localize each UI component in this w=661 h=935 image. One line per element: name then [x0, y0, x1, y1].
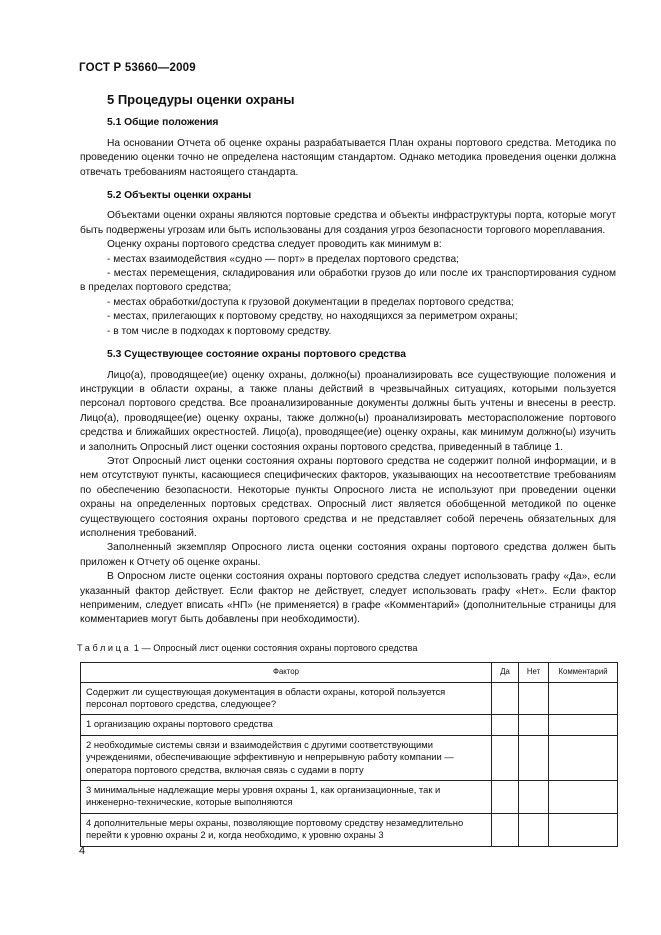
header-no: Нет [519, 663, 549, 682]
factor-cell: 1 организацию охраны портового средства [81, 715, 492, 735]
comment-cell[interactable] [549, 781, 618, 814]
questionnaire-table [80, 662, 618, 846]
table-row [81, 735, 618, 780]
list-item: - в том числе в подходах к портовому средству. [107, 325, 332, 337]
list-item: - местах перемещения, складирования или обработки грузов до или после их транспортирования судном в пределах портового средства; [80, 268, 616, 294]
paragraph: Объектами оценки охраны являются портовые средства и объекты инфраструктуры порта, которые могут быть подвержены угрозам или быть использованы для создания угроз безопасности торгового мореплавания. [80, 210, 616, 236]
header-yes: Да [492, 663, 519, 682]
standard-header: ГОСТ Р 53660—2009 [79, 62, 196, 74]
factor-cell: 2 необходимые системы связи и взаимодействия с другими соответствующими учреждениями, обеспечивающие эффективную и непрерывную работу компании — оператора портового средства, включая связь с судами в порту [81, 735, 492, 780]
comment-cell[interactable] [549, 715, 618, 735]
paragraph: Лицо(а), проводящее(ие) оценку охраны, должно(ы) проанализировать все существующие положения и инструкции в области охраны, а также планы действий в чрезвычайных ситуациях, которыми пользуется персонал портового средства. Все проанализированные документы должны быть учтены и внесены в реестр. Лицо(а), проводящее(ие) оценку охраны, также должно(ы) проанализировать месторасположение портового средства и ближайших окрестностей. Лицо(а), проводящее(ие) оценку охраны, как минимум должно(ы) изучить и заполнить Опросный лист оценки состояния охраны портового средства, приведенный в таблице 1. [80, 369, 616, 453]
no-cell[interactable] [519, 715, 549, 735]
yes-cell[interactable] [492, 715, 519, 735]
list-item: - местах взаимодействия «судно — порт» в пределах портового средства; [107, 253, 459, 265]
paragraph: Заполненный экземпляр Опросного листа оценки состояния охраны портового средства должен быть приложен к Отчету об оценке охраны. [80, 542, 616, 568]
yes-cell[interactable] [492, 682, 519, 715]
factor-cell: Содержит ли существующая документация в области охраны, которой пользуется персонал портового средства, следующее? [81, 682, 492, 715]
no-cell[interactable] [519, 813, 549, 846]
comment-cell[interactable] [549, 813, 618, 846]
section-5-title: 5 Процедуры оценки охраны [107, 92, 295, 107]
factor-cell: 3 минимальные надлежащие меры уровня охраны 1, как организационные, так и инженерно-технические, которые выполняются [81, 781, 492, 814]
comment-cell[interactable] [549, 682, 618, 715]
yes-cell[interactable] [492, 735, 519, 780]
paragraph: Этот Опросный лист оценки состояния охраны портового средства не содержит полной информации, и в нем отсутствуют пункты, касающиеся специфических факторов, указывающих на несоответствие требованиям по обеспечению безопасности. Некоторые пункты Опросного листа не используют при проведении оценки охраны на определенных портовых средствах. Опросный лист является обобщенной методикой по оценке существующего состояния охраны портового средства и не представляет собой перечень обязательных для исполнения требований. [80, 455, 616, 539]
table-row [81, 715, 618, 735]
page-number: 4 [79, 845, 86, 857]
paragraph: В Опросном листе оценки состояния охраны портового средства следует использовать графу «Да», если указанный фактор действует. Если фактор не действует, следует использовать графу «Нет». Если фактор неприменим, следует вписать «НП» (не применяется) в графе «Комментарий» (дополнительные страницы для комментариев могут быть добавлены при необходимости). [80, 571, 616, 626]
table-row [81, 682, 618, 715]
page-content [77, 90, 616, 847]
paragraph: На основании Отчета об оценке охраны разрабатывается План охраны портового средства. Методика по проведению оценки точно не определена настоящим стандартом. Однако методика проведения оценки должна отвечать требованиям настоящего стандарта. [80, 137, 616, 178]
no-cell[interactable] [519, 735, 549, 780]
table-header-row [81, 663, 618, 682]
no-cell[interactable] [519, 781, 549, 814]
factor-cell: 4 дополнительные меры охраны, позволяющие портовому средству незамедлительно перейти к уровню охраны 2 и, когда необходимо, к уровню охраны 3 [81, 813, 492, 846]
no-cell[interactable] [519, 682, 549, 715]
table-row [81, 813, 618, 846]
yes-cell[interactable] [492, 781, 519, 814]
table-row [81, 781, 618, 814]
table-caption-label: Таблица [77, 642, 132, 653]
comment-cell[interactable] [549, 735, 618, 780]
paragraph: Оценку охраны портового средства следует проводить как минимум в: [107, 239, 442, 251]
table-caption [77, 641, 616, 655]
section-5-1-title: 5.1 Общие положения [107, 117, 219, 129]
yes-cell[interactable] [492, 813, 519, 846]
section-5-3-title: 5.3 Существующее состояние охраны портового средства [107, 349, 406, 361]
section-5-2-title: 5.2 Объекты оценки охраны [107, 190, 252, 202]
header-comment: Комментарий [549, 663, 618, 682]
header-factor: Фактор [81, 663, 492, 682]
list-item: - местах, прилегающих к портовому средству, но находящихся за периметром охраны; [107, 311, 518, 323]
table-caption-text: 1 — Опросный лист оценки состояния охраны портового средства [133, 642, 418, 653]
list-item: - местах обработки/доступа к грузовой документации в пределах портового средства; [107, 296, 514, 308]
